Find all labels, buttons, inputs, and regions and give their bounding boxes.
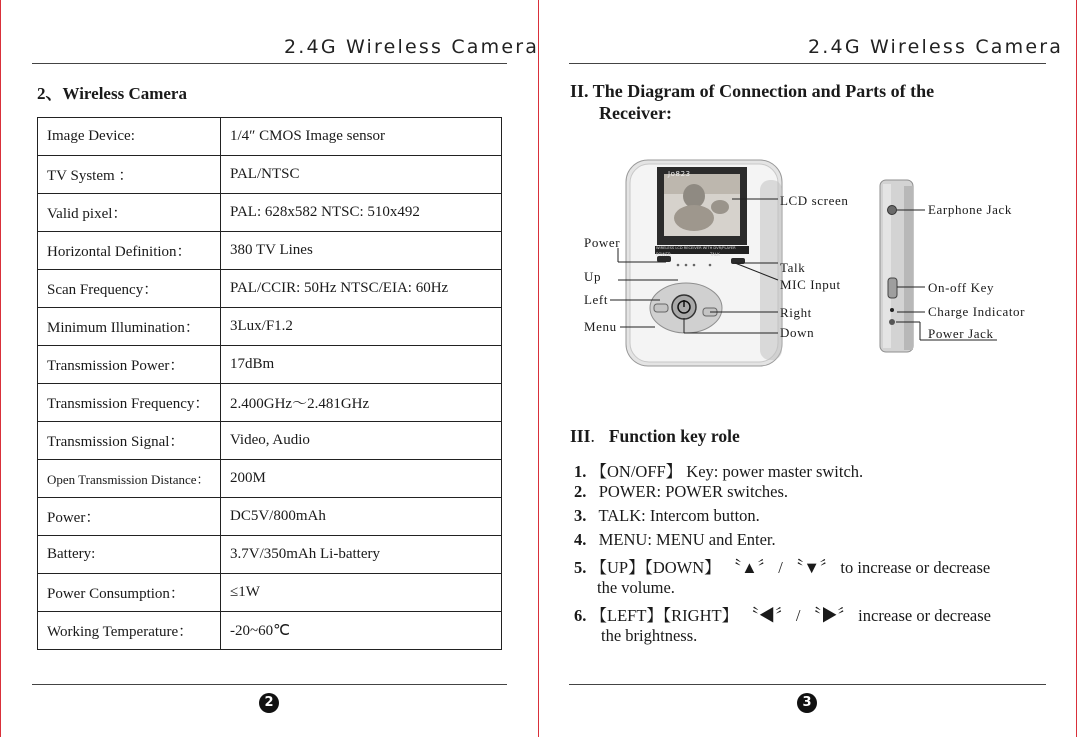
spec-value: 3.7V/350mAh Li-battery (221, 536, 502, 574)
section3-title (570, 426, 740, 447)
section2-title-line2: Receiver: (599, 103, 672, 123)
section3-title-text: Function key role (608, 426, 740, 446)
left-margin-line (0, 0, 1, 737)
function-item-continued: the volume. (597, 578, 675, 597)
spec-value: 2.400GHz～2.481GHz (221, 384, 502, 422)
device-strip-text: WIRELESS LCD RECEIVER WITH DVR/PLAYER (656, 246, 736, 250)
spec-label: Valid pixel： (38, 194, 221, 232)
spec-table (37, 117, 502, 650)
spec-label: Power Consumption： (38, 574, 221, 612)
spec-value: PAL/CCIR: 50Hz NTSC/EIA: 60Hz (221, 270, 502, 308)
spec-row (38, 422, 502, 460)
page-fold-line (538, 0, 539, 737)
label-onoff-key: On-off Key (928, 280, 995, 295)
spec-label: Battery: (38, 536, 221, 574)
spec-value: 200M (221, 460, 502, 498)
label-talk: Talk (780, 260, 806, 275)
label-right: Right (780, 305, 812, 320)
spec-value: DC5V/800mAh (221, 498, 502, 536)
spec-value: 1/4″ CMOS Image sensor (221, 118, 502, 156)
label-left: Left (584, 292, 609, 307)
page-number-badge: 3 (797, 693, 817, 713)
spec-value: 17dBm (221, 346, 502, 384)
left-page-header: 2.4G Wireless Camera (284, 36, 540, 58)
spec-label: Transmission Signal： (38, 422, 221, 460)
spec-label: Scan Frequency： (38, 270, 221, 308)
device-power-text: POWER (656, 252, 671, 257)
device-talk-text: TALK (710, 252, 720, 257)
section3-separator: . (590, 426, 595, 446)
label-lcd-screen: LCD screen (780, 193, 849, 208)
spec-value: PAL: 628x582 NTSC: 510x492 (221, 194, 502, 232)
spec-label: Transmission Frequency： (38, 384, 221, 422)
spec-row (38, 232, 502, 270)
spec-label: Transmission Power： (38, 346, 221, 384)
left-section-title: 2、Wireless Camera (37, 84, 187, 103)
spec-label: TV System ： (38, 156, 221, 194)
function-item: 2. POWER: POWER switches. (574, 482, 789, 501)
spec-row (38, 270, 502, 308)
label-up: Up (584, 269, 602, 284)
spec-value: 3Lux/F1.2 (221, 308, 502, 346)
right-page-header: 2.4G Wireless Camera (808, 36, 1064, 58)
spec-row (38, 536, 502, 574)
label-power: Power (584, 235, 621, 250)
function-item: 6. 【LEFT】【RIGHT】 〝◀〞 / 〝▶〞 increase or decrease (574, 606, 991, 625)
spec-row (38, 346, 502, 384)
spec-value: PAL/NTSC (221, 156, 502, 194)
label-earphone-jack: Earphone Jack (928, 202, 1012, 217)
spec-value: -20~60℃ (221, 612, 502, 650)
spec-label: Open Transmission Distance： (38, 460, 221, 498)
label-menu: Menu (584, 319, 617, 334)
spec-label: Image Device: (38, 118, 221, 156)
section3-number: III (570, 426, 591, 446)
function-item-continued: the brightness. (601, 626, 698, 645)
left-header-rule (32, 63, 507, 64)
spec-label: Working Temperature： (38, 612, 221, 650)
function-item: 3. TALK: Intercom button. (574, 506, 760, 525)
right-footer-rule (569, 684, 1046, 685)
right-header-rule (569, 63, 1046, 64)
spec-label: Minimum Illumination： (38, 308, 221, 346)
label-power-jack: Power Jack (928, 326, 994, 341)
label-mic-input: MIC Input (780, 277, 841, 292)
spec-row (38, 308, 502, 346)
spec-row (38, 384, 502, 422)
spec-row (38, 498, 502, 536)
spec-label: Horizontal Definition： (38, 232, 221, 270)
receiver-side-view (880, 180, 913, 352)
spec-row (38, 118, 502, 156)
spec-row (38, 612, 502, 650)
page-number-badge: 2 (259, 693, 279, 713)
spec-value: Video, Audio (221, 422, 502, 460)
section2-title-line1: II. The Diagram of Connection and Parts of the (570, 81, 935, 101)
function-item: 4. MENU: MENU and Enter. (574, 530, 776, 549)
function-item: 5. 【UP】【DOWN】 〝▲〞 / 〝▼〞 to increase or decrease (574, 558, 991, 577)
left-footer-rule (32, 684, 507, 685)
receiver-diagram (560, 150, 1060, 380)
spec-label: Power： (38, 498, 221, 536)
function-item: 1. 【ON/OFF】 Key: power master switch. (574, 462, 864, 481)
spec-value: ≤1W (221, 574, 502, 612)
spec-row (38, 194, 502, 232)
label-down: Down (780, 325, 815, 340)
spec-row (38, 156, 502, 194)
right-margin-line (1076, 0, 1077, 737)
spec-value: 380 TV Lines (221, 232, 502, 270)
device-brand-label: Jo823 (668, 170, 691, 178)
label-charge-indicator: Charge Indicator (928, 304, 1026, 319)
spec-row (38, 574, 502, 612)
spec-row (38, 460, 502, 498)
